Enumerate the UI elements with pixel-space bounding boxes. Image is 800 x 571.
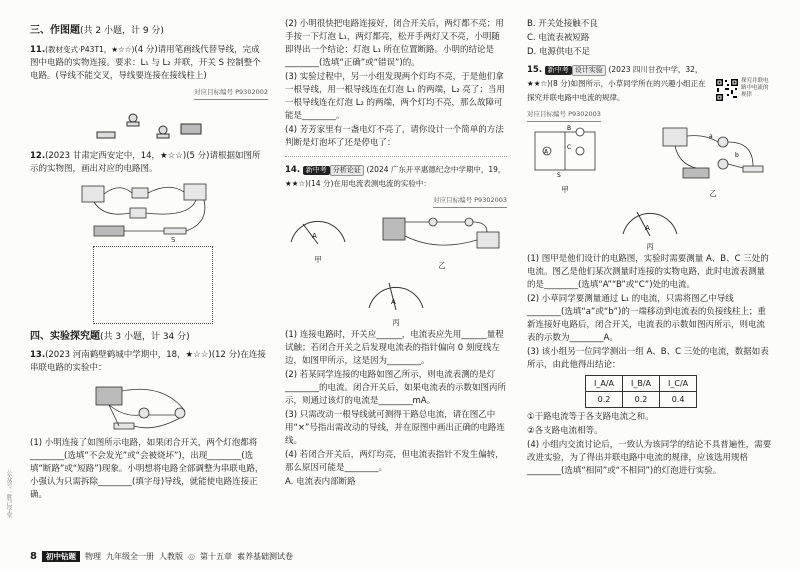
svg-text:B: B [567,125,572,132]
bulb-l1 [129,114,137,122]
bulb-l2 [130,208,146,218]
question-15: 15. 新中考 设计实验 (2023 四川甘孜中学，32，★★☆)(8 分)如图所示，小草同学所在的兴趣小组正在探究并联电路中电流的规律。 对应目标编号 P9302003 A B C S 甲 a b 乙 A 丙 (1) 图甲是他们设计的电路图，实验时需要测量 A、B、C 三处的电流。图乙是他们某次测量时连接的实物电路，此时电流表测量的是________(选填“A”“B”或“C”)处的电流。 (2) 小草同学要测量通过 L₁ 的电流，只需将图乙中导线________(选填“a”或“b”)的一端移动到电流表的负接线柱上；重新连接好电路后，闭合开关，电流表的示数如图丙所示，则电流表的示数为________A。 (3) 该小组另一位同学测出一组 A、B、C 三处的电流，数据如表所示，由此他得出结论： I_A/A I_B/A I_C/A 0.2 0.2 0.4 ①干路电流等于各支路电流之和。 ②各支路电流相等。 (4) 小组内交流讨论后，一致认为该同学的结论不具普遍性，需要改进实验，为了得出并联电路中电流的规律，应该选用规格________(选填“相同”或“不相同”)的灯泡进行实验。 [527,65,772,476]
battery [181,124,201,134]
ammeter-a1 [82,186,104,202]
current-data-table: I_A/A I_B/A I_C/A 0.2 0.2 0.4 [585,375,697,408]
side-watermark: 公众号：胜己学堂 [5,470,12,518]
svg-text:A: A [544,148,549,156]
drawing-box[interactable] [93,246,213,324]
bulb-l1 [132,188,148,198]
svg-text:A: A [312,232,317,240]
svg-text:S: S [171,236,176,242]
question-11: 11.(教材变式·P43T1，★☆☆)(4 分)请用笔画线代替导线，完成图中电路的实物连接。要求：L₁ 与 L₂ 并联，开关 S 控制整个电路。(导线不能交叉，导线要连接在接线柱上) 对应目标编号 P9302002 [30,43,268,146]
svg-text:b: b [735,152,739,159]
switch [97,132,115,138]
column-right: B. 开关处接触不良 C. 电流表被短路 D. 电源供电不足 15. 新中考 设计实验 (2023 四川甘孜中学，32，★★☆)(8 分)如图所示，小草同学所在的兴趣小组正在探究并联电路中电流的规律。 对应目标编号 P9302003 A B C S 甲 a b 乙 A 丙 (1) 图甲是他们设计的电路图，实验时需要测量 A、B、C 三处的电流。图乙是他们某次测量时连接的实物电路，此时电流表测量的是________(选填“A”“B”或“C”)处的电流。 (2) 小草同学要测量通过 L₁ 的电流，只需将图乙中导线________(选填“a”或“b”)的一端移动到电流表的负接线柱上；重新连接好电路后，闭合开关，电流表的示数如图丙所示，则电流表的示数为________A。 (3) 该小组另一位同学测出一组 A、B、C 三处的电流，数据如表所示，由此他得出结论： I_A/A I_B/A I_C/A 0.2 0.2 0.4 ①干路电流等于各支路电流之和。 ②各支路电流相等。 (4) 小组内交流讨论后，一致认为该同学的结论不具普遍性，需要改进实验，为了得出并联电路中电流的规律，应该选用规格________(选填“相同”或“不相同”)的灯泡进行实验。 [527,19,772,476]
page-footer: 8 初中钻题 物理 九年级全一册 人教版 ◎ 第十五章 素养基础测试卷 [30,551,293,562]
svg-text:a: a [709,133,713,140]
switch [114,423,134,429]
switch [164,228,186,234]
target-code: 对应目标编号 P9302002 [194,86,268,100]
ammeter-a2 [184,184,206,200]
circuit-diagram-jia [527,124,603,178]
svg-text:A: A [645,224,650,232]
circuit-photo-yi [653,124,773,182]
question-14: 14. 新中考 分析论证 (2024 广东开平惠德纪念中学期中，19，★★☆)(14 分)在用电流表测电流的实验中： 对应目标编号 P9302003 A 甲 乙 A 丙 (1) 连接电路时，开关应______，电流表应先用______量程试触；若闭合开关之后发现电流表的指针偏向 0 刻度线左边，如图甲所示，这是因为________。 (2) 若某同学连接的电路如图乙所示，则电流表测的是灯________的电流。闭合开关后，如果电流表的示数如图丙所示，则通过该灯的电流是________mA。 (3) 只需改动一根导线就可测得干路总电流，请在图乙中用“×”号指出需改动的导线，并在原图中画出正确的电路连线。 (4) 若闭合开关后，两灯均亮，但电流表指针不发生偏转，那么原因可能是________。 A. 电流表内部断路 [285,165,507,487]
question-12: 12.(2023 甘肃定西安定中，14，★☆☆)(5 分)请根据如图所示的实物图，画出对应的电路图。 S [30,150,268,324]
q13-figure [84,377,214,435]
section-3-title: 三、作图题(共 2 小题，计 9 分) [30,25,164,36]
column-middle: (2) 小明很快把电路连接好，闭合开关后，两灯都不亮；用手按一下灯泡 L₁，两灯都亮，松开手两灯又不亮，小明随即得出一个结论：灯泡 L₁ 所在位置断路。小明的结论是________(选填“正确”或“错误”)的。 (3) 实验过程中，另一小组发现两个灯均不亮，于是他们拿一根导线，用一根导线连在灯泡 L₁ 的两端，L₂ 亮了；当用一根导线连在灯泡 L₂ 的两端，两个灯均不亮，那么故障可能是________。 (4) 芳芳家里有一盏电灯不亮了，请你设计一个简单的方法判断是灯泡坏了还是停电了： 14. 新中考 分析论证 (2024 广东开平惠德纪念中学期中，19，★★☆)(14 分)在用电流表测电流的实验中： 对应目标编号 P9302003 A 甲 乙 A 丙 (1) 连接电路时，开关应______，电流表应先用______量程试触；若闭合开关之后发现电流表的指针偏向 0 刻度线左边，如图甲所示，这是因为________。 (2) 若某同学连接的电路如图乙所示，则电流表测的是灯________的电流。闭合开关后，如果电流表的示数如图丙所示，则通过该灯的电流是________mA。 (3) 只需改动一根导线就可测得干路总电流，请在图乙中用“×”号指出需改动的导线，并在原图中画出正确的电路连线。 (4) 若闭合开关后，两灯均亮，但电流表指针不发生偏转，那么原因可能是________。 A. 电流表内部断路 [285,19,507,487]
battery [94,226,124,236]
svg-text:S: S [557,172,561,178]
question-13: 13.(2023 河南鹤壁鹤城中学期中，18，★☆☆)(12 分)在连接串联电路的实验中： (1) 小明连接了如图所示电路，如果闭合开关，两个灯泡都将________(选填“不会发光”或“会被烧坏”)，出现________(选填“断路”或“短路”)现象。小明想将电路全部调整为串联电路，小强认为只需拆除________(填字母)导线，就能使电路连接正确。 [30,350,266,500]
page-number: 8 [30,551,37,562]
qr-note: 探究并联电路中电流的规律 [741,78,769,98]
bulb-l2 [159,126,167,134]
svg-text:C: C [567,144,572,151]
ammeter-dial-bing [361,274,431,314]
battery-box [96,387,122,405]
q11-figure [89,102,209,146]
svg-text:A: A [391,298,396,306]
answer-line [285,156,507,157]
qr-code-icon[interactable] [715,78,739,102]
ammeter-dial-bing [615,202,685,238]
bulb-l1 [139,408,149,418]
section-4-title: 四、实验探究题(共 3 小题，计 34 分) [30,331,190,342]
circuit-yi [377,208,507,254]
brand-label: 初中钻题 [42,551,80,562]
q12-figure [74,178,224,242]
column-left [30,18,268,503]
ammeter-dial-jia [285,208,351,248]
